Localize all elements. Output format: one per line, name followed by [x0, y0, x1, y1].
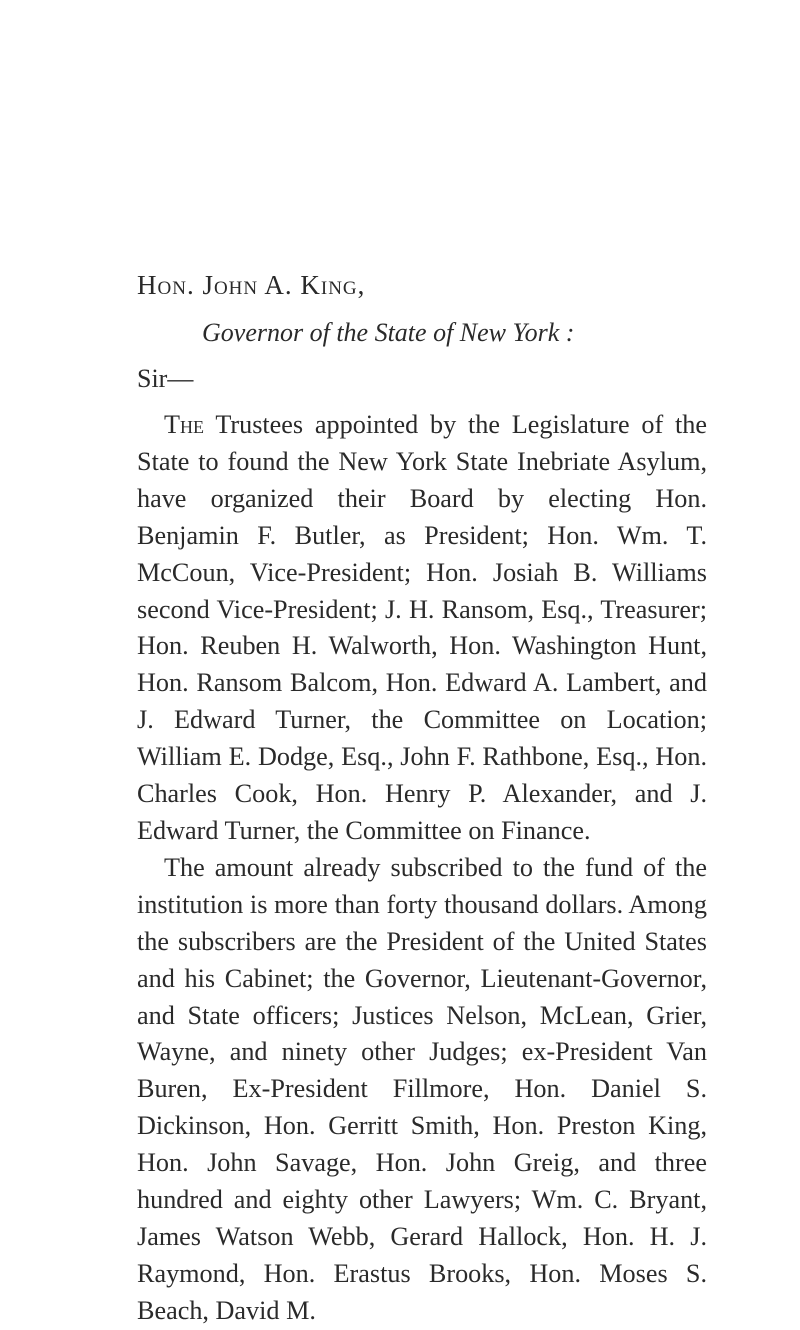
- paragraph-text: Trustees appointed by the Legislature of the State to found the New York State Inebriate Asylum, have organized their Board by electing Hon. Benjamin F. Butler, as President; Hon. Wm. T. McCoun, Vice-President; Hon. Josiah B. Williams second Vice-President; J. H. Ransom, Esq., Treasurer; Hon. Reuben H. Walworth, Hon. Washington Hunt, Hon. Ransom Balcom, Hon. Edward A. Lambert, and J. Edward Turner, the Committee on Location; William E. Dodge, Esq., John F. Rathbone, Esq., Hon. Charles Cook, Hon. Henry P. Alexander, and J. Edward Turner, the Committee on Finance.: [137, 410, 707, 845]
- paragraph-lead-word: The: [164, 410, 204, 439]
- addressee-line: [137, 270, 365, 301]
- paragraph-1: [137, 407, 707, 850]
- paragraph-2: [137, 850, 707, 1330]
- addressee-title: Governor of the State of New York :: [202, 318, 575, 347]
- letter-body: [137, 407, 707, 1330]
- addressee-name: Hon. John A. King,: [137, 270, 366, 300]
- paragraph-text: The amount already subscribed to the fund of the institution is more than forty thousand dollars. Among the subscribers are the President of the United States and his Cabinet; the Governor, Lieutenant-Governor, and State officers; Justices Nelson, McLean, Grier, Wayne, and ninety other Judges; ex-President Van Buren, Ex-President Fillmore, Hon. Daniel S. Dickinson, Hon. Gerritt Smith, Hon. Preston King, Hon. John Savage, Hon. John Greig, and three hundred and eighty other Lawyers; Wm. C. Bryant, James Watson Webb, Gerard Hallock, Hon. H. J. Raymond, Hon. Erastus Brooks, Hon. Moses S. Beach, David M.: [137, 852, 707, 1325]
- salutation: Sir—: [137, 364, 194, 393]
